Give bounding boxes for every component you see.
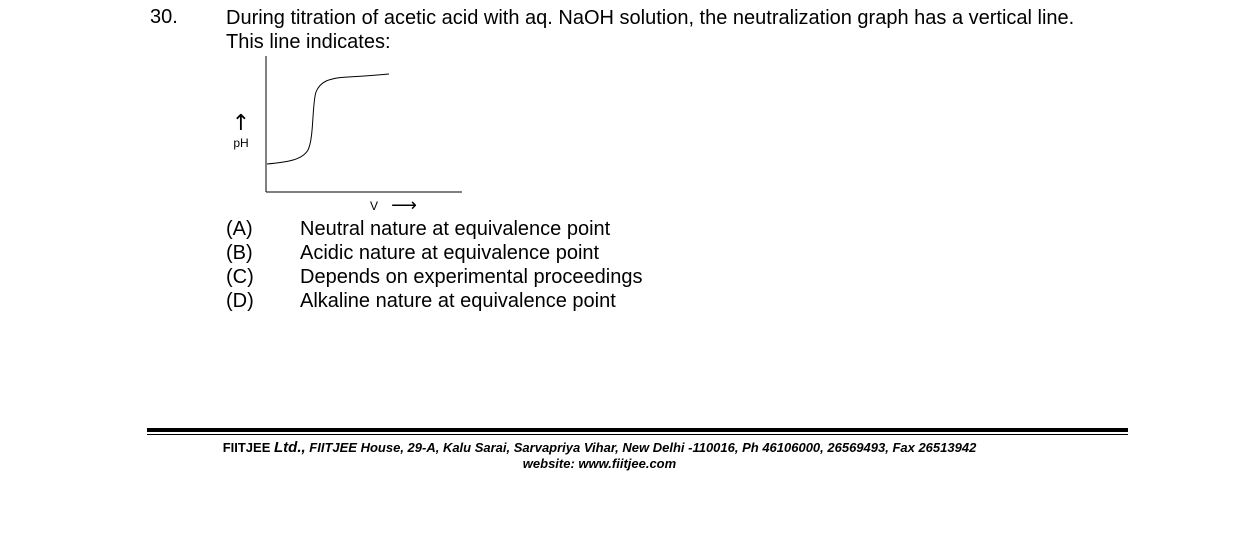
question-number: 30. [150, 6, 178, 28]
option-b [226, 241, 642, 265]
question-text [226, 6, 1126, 54]
footer-ltd: Ltd., [274, 439, 306, 456]
option-text: Alkaline nature at equivalence point [300, 290, 616, 312]
question-text-line1: During titration of acetic acid with aq. NaOH solution, the neutralization graph has a vertical line. [226, 7, 1075, 29]
options-list [226, 217, 642, 313]
footer-website: website: www.fiitjee.com [522, 456, 677, 471]
y-axis-label: pH [233, 136, 249, 150]
footer [147, 440, 1052, 472]
option-letter: (C) [226, 266, 254, 288]
footer-address-line [147, 440, 1052, 456]
option-letter: (B) [226, 242, 253, 264]
option-letter: (D) [226, 290, 254, 312]
footer-divider-thin [147, 434, 1128, 435]
option-text: Neutral nature at equivalence point [300, 218, 611, 240]
option-letter: (A) [226, 218, 253, 240]
footer-brand: FIITJEE [222, 440, 271, 455]
footer-address: FIITJEE House, 29-A, Kalu Sarai, Sarvapriya Vihar, New Delhi -110016, Ph 46106000, 26569493, Fax 26513942 [309, 440, 977, 455]
option-d [226, 289, 642, 313]
option-text: Acidic nature at equivalence point [300, 242, 600, 264]
y-axis-arrow: ↑ [231, 111, 251, 136]
titration-graph [228, 54, 468, 216]
option-c [226, 265, 642, 289]
footer-divider-thick [147, 428, 1128, 432]
question-text-line2: This line indicates: [226, 31, 391, 53]
x-axis-label: V [369, 199, 379, 213]
x-axis-arrow: ⟶ [391, 195, 417, 216]
option-a [226, 217, 642, 241]
titration-curve [267, 74, 389, 164]
option-text: Depends on experimental proceedings [300, 266, 643, 288]
